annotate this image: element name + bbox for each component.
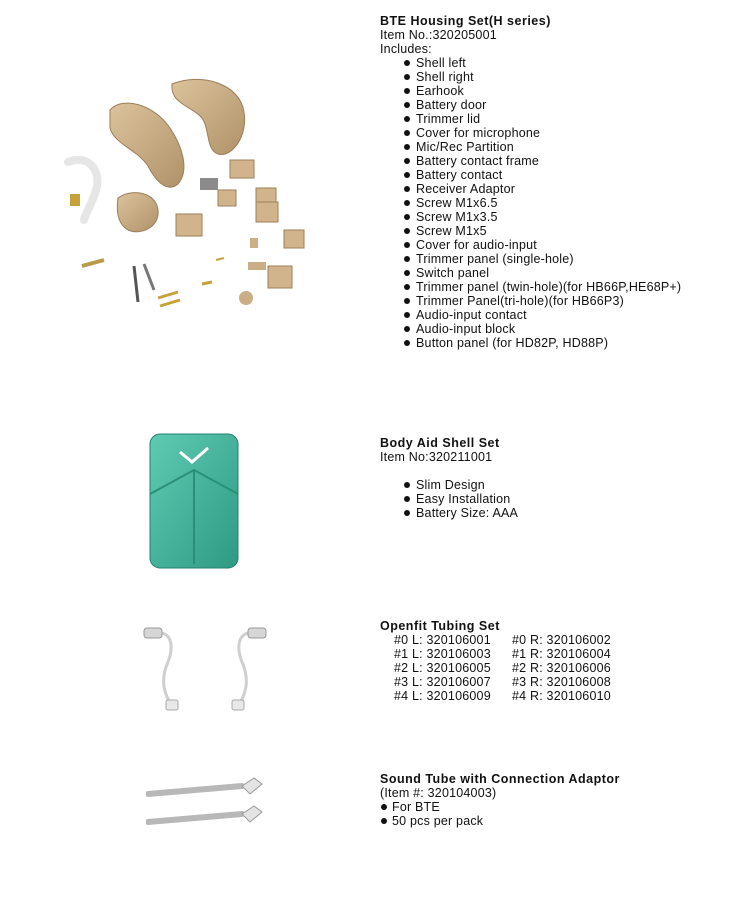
list-item: Trimmer lid xyxy=(380,112,681,126)
product-title: Openfit Tubing Set xyxy=(380,619,500,633)
list-item: Button panel (for HD82P, HD88P) xyxy=(380,336,681,350)
tube-code-left: #1 L: 320106003 xyxy=(394,647,491,661)
list-item: Audio-input contact xyxy=(380,308,681,322)
bte-housing-section xyxy=(380,14,681,350)
list-item: Cover for microphone xyxy=(380,126,681,140)
list-item: For BTE xyxy=(380,800,620,814)
list-item: Battery contact frame xyxy=(380,154,681,168)
list-item: Earhook xyxy=(380,84,681,98)
openfit-tubing-section xyxy=(380,619,632,703)
list-item: Trimmer Panel(tri-hole)(for HB66P3) xyxy=(380,294,681,308)
list-item: Audio-input block xyxy=(380,322,681,336)
product-title: Sound Tube with Connection Adaptor xyxy=(380,772,620,786)
list-item: Battery Size: AAA xyxy=(380,506,518,520)
tube-code-left: #3 L: 320106007 xyxy=(394,675,491,689)
list-item: Shell right xyxy=(380,70,681,84)
list-item: Battery door xyxy=(380,98,681,112)
list-item: Mic/Rec Partition xyxy=(380,140,681,154)
item-number: Item No.:320205001 xyxy=(380,28,497,42)
sound-tube-section xyxy=(380,772,620,828)
feature-list xyxy=(380,478,518,520)
openfit-tubing-image xyxy=(138,622,272,714)
body-aid-section xyxy=(380,436,518,520)
sound-tube-image xyxy=(146,770,266,832)
tube-code-right: #1 R: 320106004 xyxy=(512,647,611,661)
list-item: Battery contact xyxy=(380,168,681,182)
tube-code-left: #4 L: 320106009 xyxy=(394,689,491,703)
list-item: 50 pcs per pack xyxy=(380,814,620,828)
list-item: Slim Design xyxy=(380,478,518,492)
tube-code-right: #2 R: 320106006 xyxy=(512,661,611,675)
tube-code-right: #3 R: 320106008 xyxy=(512,675,611,689)
list-item: Easy Installation xyxy=(380,492,518,506)
feature-list xyxy=(380,800,620,828)
parts-list xyxy=(380,56,681,350)
item-number: (Item #: 320104003) xyxy=(380,786,497,800)
list-item: Receiver Adaptor xyxy=(380,182,681,196)
tube-code-left: #0 L: 320106001 xyxy=(394,633,491,647)
list-item: Trimmer panel (single-hole) xyxy=(380,252,681,266)
list-item: Screw M1x3.5 xyxy=(380,210,681,224)
list-item: Shell left xyxy=(380,56,681,70)
list-item: Cover for audio-input xyxy=(380,238,681,252)
product-title: BTE Housing Set(H series) xyxy=(380,14,551,28)
list-item: Trimmer panel (twin-hole)(for HB66P,HE68P+) xyxy=(380,280,681,294)
body-aid-shell-image xyxy=(146,430,242,572)
item-number: Item No:320211001 xyxy=(380,450,493,464)
product-title: Body Aid Shell Set xyxy=(380,436,500,450)
tube-code-left: #2 L: 320106005 xyxy=(394,661,491,675)
includes-label: Includes: xyxy=(380,42,432,56)
tubing-code-table xyxy=(380,633,632,703)
list-item: Screw M1x6.5 xyxy=(380,196,681,210)
tube-code-right: #4 R: 320106010 xyxy=(512,689,611,703)
bte-housing-parts-image xyxy=(62,70,352,320)
list-item: Screw M1x5 xyxy=(380,224,681,238)
list-item: Switch panel xyxy=(380,266,681,280)
tube-code-right: #0 R: 320106002 xyxy=(512,633,611,647)
